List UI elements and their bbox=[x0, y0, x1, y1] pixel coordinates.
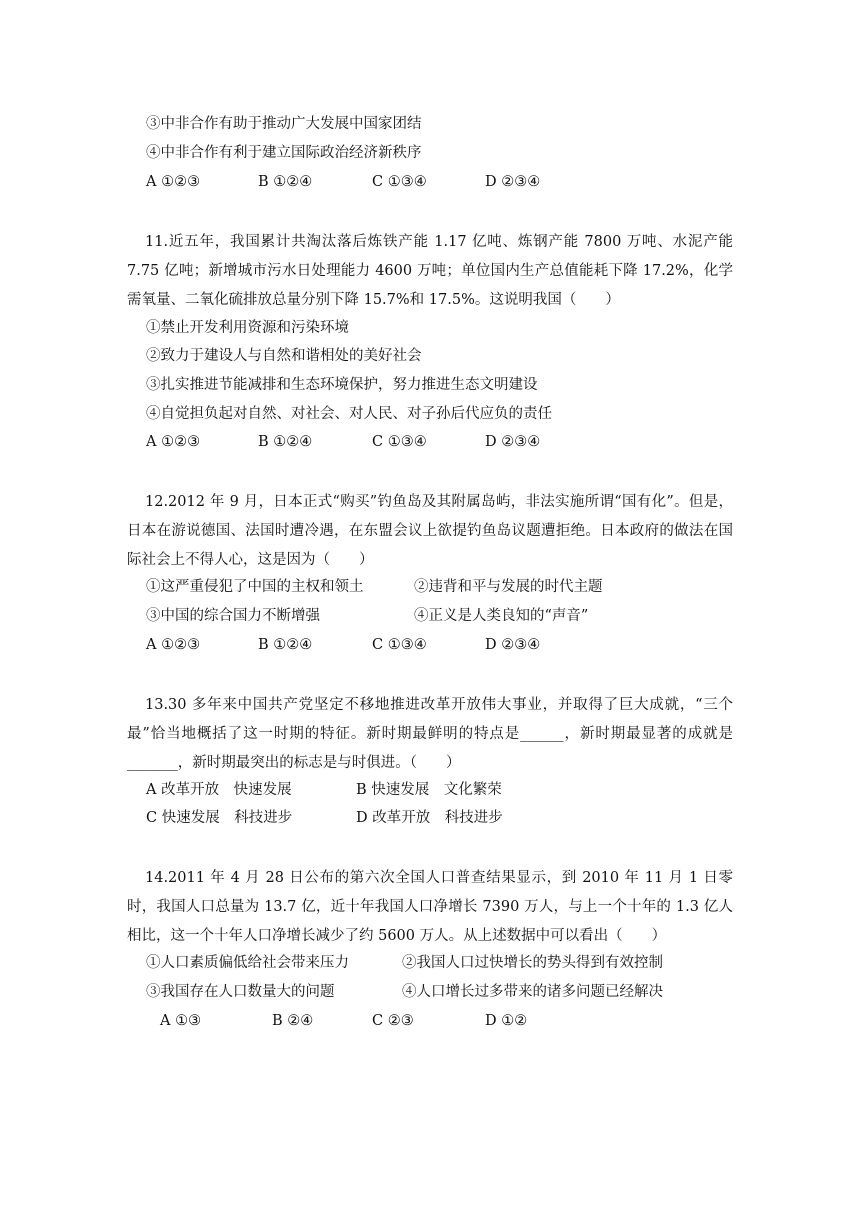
q10-statement-4: ④中非合作有利于建立国际政治经济新秩序 bbox=[146, 145, 422, 161]
q12-stem: 12.2012 年 9 月，日本正式“购买”钓鱼岛及其附属岛屿，非法实施所谓“国有化”。但是，日本在游说德国、法国时遭冷遇，在东盟会议上欲提钓鱼岛议题遭拒绝。日本政府的做法在国际社会上不得人心，这是因为（ ） bbox=[127, 494, 733, 568]
q10-statement-3: ③中非合作有助于推动广大发展中国家团结 bbox=[146, 116, 422, 132]
q10-option-a: A ①②③ bbox=[146, 174, 201, 190]
q13-option-a: A 改革开放 快速发展 bbox=[146, 782, 292, 798]
q12-statement-1: ①这严重侵犯了中国的主权和领土 bbox=[146, 579, 364, 595]
q14-option-c: C ②③ bbox=[372, 1013, 414, 1029]
q14-statement-1: ①人口素质偏低给社会带来压力 bbox=[146, 955, 349, 971]
q10-option-c: C ①③④ bbox=[372, 174, 427, 190]
q11-option-c: C ①③④ bbox=[372, 434, 427, 450]
q12-option-d: D ②③④ bbox=[485, 637, 541, 653]
q11-statement-2: ②致力于建设人与自然和谐相处的美好社会 bbox=[146, 348, 422, 364]
q12-option-c: C ①③④ bbox=[372, 637, 427, 653]
q11-statement-1: ①禁止开发利用资源和污染环境 bbox=[146, 320, 349, 336]
q12-option-a: A ①②③ bbox=[146, 637, 201, 653]
q13-option-c: C 快速发展 科技进步 bbox=[146, 810, 293, 826]
q13-option-d: D 改革开放 科技进步 bbox=[356, 810, 503, 826]
q14-option-b: B ②④ bbox=[272, 1013, 314, 1029]
q13-option-b: B 快速发展 文化繁荣 bbox=[356, 782, 502, 798]
q11-option-b: B ①②④ bbox=[258, 434, 313, 450]
q12-statement-3: ③中国的综合国力不断增强 bbox=[146, 608, 320, 624]
q11-statement-3: ③扎实推进节能减排和生态环境保护，努力推进生态文明建设 bbox=[146, 377, 538, 393]
q11-statement-4: ④自觉担负起对自然、对社会、对人民、对子孙后代应负的责任 bbox=[146, 406, 552, 422]
q14-statement-2: ②我国人口过快增长的势头得到有效控制 bbox=[402, 955, 663, 971]
q11-stem: 11.近五年，我国累计共淘汰落后炼铁产能 1.17 亿吨、炼钢产能 7800 万吨、水泥产能 7.75 亿吨；新增城市污水日处理能力 4600 万吨；单位国内生产总值能耗下降 17.2%，化学需氧量、二氧化硫排放总量分别下降 15.7%和 17.5%。这说明我国（ ） bbox=[127, 234, 733, 308]
q11-option-d: D ②③④ bbox=[485, 434, 541, 450]
q10-option-d: D ②③④ bbox=[485, 174, 541, 190]
q10-option-b: B ①②④ bbox=[258, 174, 313, 190]
q12-statement-2: ②违背和平与发展的时代主题 bbox=[414, 579, 603, 595]
q14-statement-4: ④人口增长过多带来的诸多问题已经解决 bbox=[402, 984, 663, 1000]
q11-option-a: A ①②③ bbox=[146, 434, 201, 450]
q14-statement-3: ③我国存在人口数量大的问题 bbox=[146, 984, 335, 1000]
q12-statement-4: ④正义是人类良知的“声音” bbox=[414, 608, 589, 624]
q14-option-d: D ①② bbox=[485, 1013, 528, 1029]
q14-stem: 14.2011 年 4 月 28 日公布的第六次全国人口普查结果显示，到 2010 年 11 月 1 日零时，我国人口总量为 13.7 亿，近十年我国人口净增长 7390 万人，与上一个十年的 1.3 亿人相比，这一个十年人口净增长减少了约 5600 万人。从上述数据中可以看出（ ） bbox=[127, 870, 733, 944]
q13-stem: 13.30 多年来中国共产党坚定不移地推进改革开放伟大事业，并取得了巨大成就，“三个最”恰当地概括了这一时期的特征。新时期最鲜明的特点是______，新时期最显著的成就是_______，新时期最突出的标志是与时俱进。（ ） bbox=[127, 697, 733, 771]
q12-option-b: B ①②④ bbox=[258, 637, 313, 653]
q14-option-a: A ①③ bbox=[160, 1013, 202, 1029]
